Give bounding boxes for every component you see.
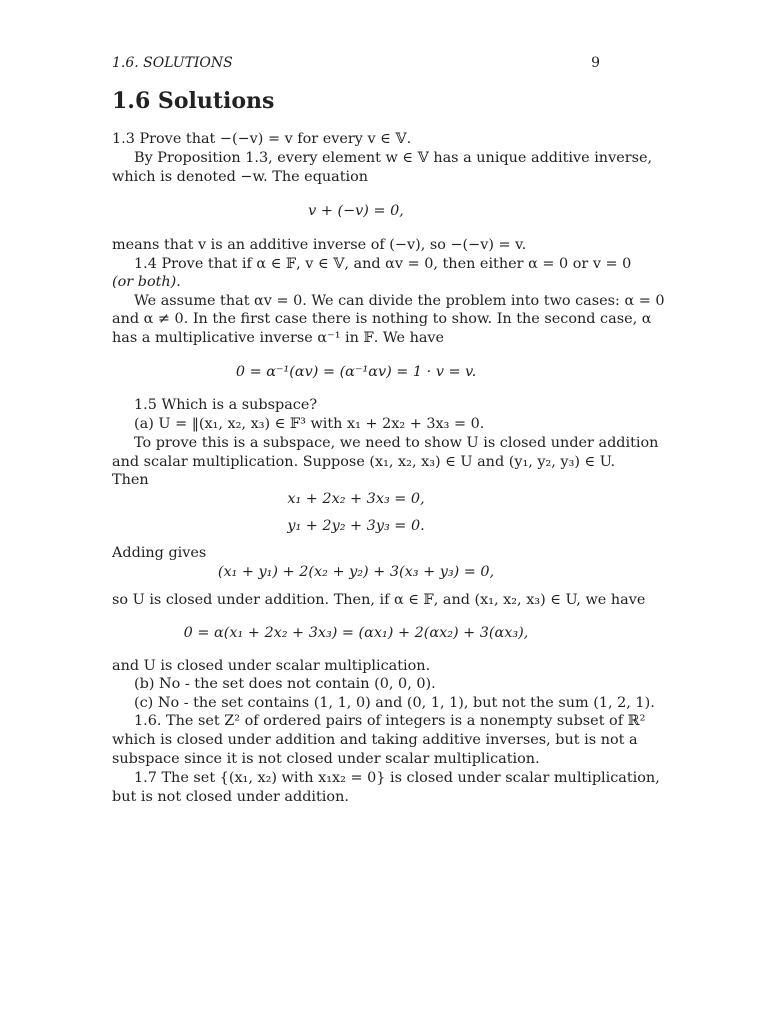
equation: y₁ + 2y₂ + 3y₃ = 0. xyxy=(287,518,425,534)
page-number: 9 xyxy=(591,55,600,71)
equation: (x₁ + y₁) + 2(x₂ + y₂) + 3(x₃ + y₃) = 0, xyxy=(217,564,495,580)
text-line: means that v is an additive inverse of (−v), so −(−v) = v. xyxy=(112,237,527,253)
text-line: (or both). xyxy=(112,274,181,290)
text-line: which is closed under addition and taking additive inverses, but is not a xyxy=(112,732,638,748)
text-line: By Proposition 1.3, every element w ∈ 𝕍 has a unique additive inverse, xyxy=(134,150,653,166)
equation: v + (−v) = 0, xyxy=(308,203,404,219)
text-line: We assume that αv = 0. We can divide the problem into two cases: α = 0 xyxy=(134,293,665,309)
text-line: which is denoted −w. The equation xyxy=(112,169,369,185)
exercise-1-5-statement: 1.5 Which is a subspace? xyxy=(134,397,318,413)
exercise-1-3-statement: 1.3 Prove that −(−v) = v for every v ∈ 𝕍. xyxy=(112,131,412,147)
equation: x₁ + 2x₂ + 3x₃ = 0, xyxy=(287,491,425,507)
equation: 0 = α⁻¹(αv) = (α⁻¹αv) = 1 · v = v. xyxy=(235,364,477,380)
text-line: To prove this is a subspace, we need to show U is closed under addition xyxy=(134,435,659,451)
text-line: (b) No - the set does not contain (0, 0, 0). xyxy=(134,676,436,692)
running-head-section: 1.6. SOLUTIONS xyxy=(112,55,233,71)
exercise-1-7-statement: 1.7 The set {(x₁, x₂) with x₁x₂ = 0} is closed under scalar multiplication, xyxy=(134,770,660,786)
section-title: 1.6 Solutions xyxy=(112,88,275,114)
text-line: but is not closed under addition. xyxy=(112,789,349,805)
text-line: subspace since it is not closed under scalar multiplication. xyxy=(112,751,540,767)
exercise-1-6-statement: 1.6. The set Z² of ordered pairs of integers is a nonempty subset of ℝ² xyxy=(134,713,646,729)
text-line: Then xyxy=(112,472,149,488)
text-line: (a) U = ‖(x₁, x₂, x₃) ∈ 𝔽³ with x₁ + 2x₂ + 3x₃ = 0. xyxy=(134,416,485,432)
exercise-1-4-statement: 1.4 Prove that if α ∈ 𝔽, v ∈ 𝕍, and αv = 0, then either α = 0 or v = 0 xyxy=(134,256,632,272)
text-line: has a multiplicative inverse α⁻¹ in 𝔽. We have xyxy=(112,330,445,346)
text-line: and α ≠ 0. In the first case there is nothing to show. In the second case, α xyxy=(112,311,652,327)
text-line: Adding gives xyxy=(112,545,207,561)
text-line: (c) No - the set contains (1, 1, 0) and (0, 1, 1), but not the sum (1, 2, 1). xyxy=(134,695,655,711)
text-line: so U is closed under addition. Then, if α ∈ 𝔽, and (x₁, x₂, x₃) ∈ U, we have xyxy=(112,592,646,608)
running-head xyxy=(112,55,600,71)
text-line: and scalar multiplication. Suppose (x₁, x₂, x₃) ∈ U and (y₁, y₂, y₃) ∈ U. xyxy=(112,454,616,470)
text-line: and U is closed under scalar multiplication. xyxy=(112,658,431,674)
equation: 0 = α(x₁ + 2x₂ + 3x₃) = (αx₁) + 2(αx₂) + 3(αx₃), xyxy=(183,625,529,641)
